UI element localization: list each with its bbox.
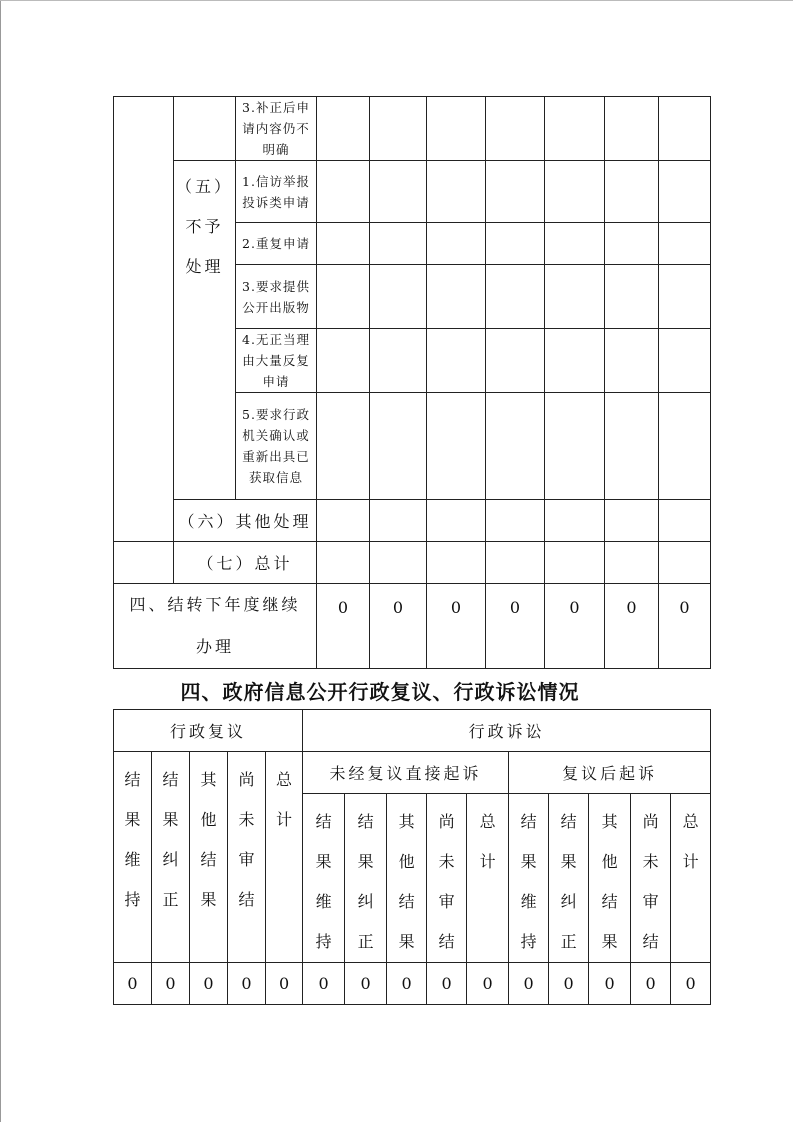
value-cell: 0: [303, 963, 345, 1005]
carry-over-value: 0: [545, 584, 605, 669]
direct-col-header: 结果维持: [303, 794, 345, 963]
carry-over-value: 0: [370, 584, 427, 669]
total-label: （七）总计: [174, 542, 317, 584]
row-label: 3.补正后申请内容仍不明确: [236, 97, 317, 161]
value-cell: 0: [345, 963, 387, 1005]
other-processing-label: （六）其他处理: [174, 500, 317, 542]
outer-category-cell: [114, 97, 174, 542]
carry-over-value: 0: [486, 584, 545, 669]
review-header: 行政复议: [114, 710, 303, 752]
after-col-header: 其他结果: [589, 794, 631, 963]
value-cell: 0: [631, 963, 671, 1005]
carry-over-value: 0: [605, 584, 659, 669]
page-edge: [0, 0, 793, 1]
page-edge: [0, 0, 1, 1122]
direct-col-header: 其他结果: [387, 794, 427, 963]
after-review-header: 复议后起诉: [509, 752, 711, 794]
group-blank-cell: [174, 97, 236, 161]
value-cell: 0: [671, 963, 711, 1005]
value-cell: 0: [467, 963, 509, 1005]
after-col-header: 结果维持: [509, 794, 549, 963]
review-col-header: 总计: [266, 752, 303, 963]
carry-over-value: 0: [427, 584, 486, 669]
value-cell: 0: [190, 963, 228, 1005]
review-col-header: 其他结果: [190, 752, 228, 963]
row-label: 2.重复申请: [236, 223, 317, 265]
value-cell: 0: [114, 963, 152, 1005]
group-five-label: （五） 不予 处理: [174, 161, 236, 500]
review-col-header: 结果维持: [114, 752, 152, 963]
direct-col-header: 尚未审结: [427, 794, 467, 963]
direct-col-header: 总计: [467, 794, 509, 963]
value-cell: 0: [589, 963, 631, 1005]
review-litigation-table: [113, 709, 711, 1005]
value-cell: 0: [509, 963, 549, 1005]
carry-over-value: 0: [317, 584, 370, 669]
disposal-table: [113, 96, 711, 669]
value-cell: 0: [228, 963, 266, 1005]
row-label: 5.要求行政机关确认或重新出具已获取信息: [236, 393, 317, 500]
value-cell: 0: [387, 963, 427, 1005]
carry-over-label: 四、结转下年度继续 办理: [114, 584, 317, 669]
carry-over-value: 0: [659, 584, 711, 669]
review-col-header: 结果纠正: [152, 752, 190, 963]
row-label: 3.要求提供公开出版物: [236, 265, 317, 329]
direct-suit-header: 未经复议直接起诉: [303, 752, 509, 794]
value-cell: 0: [266, 963, 303, 1005]
value-cell: 0: [427, 963, 467, 1005]
after-col-header: 总计: [671, 794, 711, 963]
after-col-header: 尚未审结: [631, 794, 671, 963]
section-heading: 四、政府信息公开行政复议、行政诉讼情况: [180, 680, 580, 704]
row-label: 1.信访举报投诉类申请: [236, 161, 317, 223]
after-col-header: 结果纠正: [549, 794, 589, 963]
litigation-header: 行政诉讼: [303, 710, 711, 752]
row-label: 4.无正当理由大量反复申请: [236, 329, 317, 393]
review-col-header: 尚未审结: [228, 752, 266, 963]
direct-col-header: 结果纠正: [345, 794, 387, 963]
value-cell: 0: [152, 963, 190, 1005]
value-cell: 0: [549, 963, 589, 1005]
